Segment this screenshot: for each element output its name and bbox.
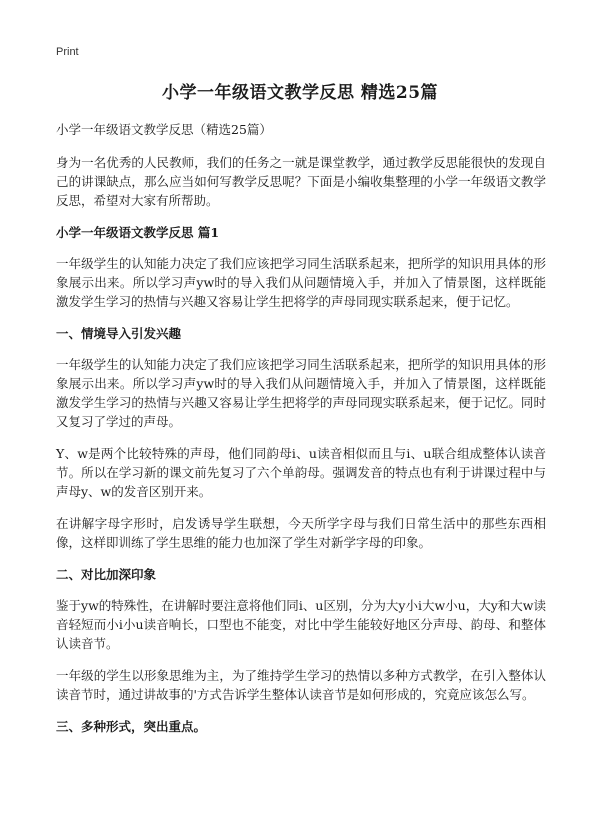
section-heading: 一、情境导入引发兴趣 [56, 326, 182, 341]
paragraph: 一年级的学生以形象思维为主，为了维持学生学习的热情以多种方式教学，在引入整体认读音节时，通过讲故事的'方式告诉学生整体认读音节是如何形成的，究竟应该怎么写。 [56, 668, 546, 702]
section-heading: 三、多种形式，突出重点。 [56, 719, 207, 734]
paragraph: 鉴于yw的特殊性，在讲解时要注意将他们同i、u区别，分为大y小i大w小u，大y和大w读音轻短而小i小u读音响长，口型也不能变，对比中学生能较好地区分声母、韵母、和整体认读音节。 [56, 598, 546, 651]
article-body [56, 120, 546, 748]
intro-paragraph: 身为一名优秀的人民教师，我们的任务之一就是课堂教学，通过教学反思能很快的发现自己的讲课缺点，那么应当如何写教学反思呢？下面是小编收集整理的小学一年级语文教学反思，希望对大家有所帮助。 [56, 155, 546, 208]
paragraph: Y、w是两个比较特殊的声母，他们同韵母i、u读音相似而且与i、u联合组成整体认读音节。所以在学习新的课文前先复习了六个单韵母。强调发音的特点也有利于讲课过程中与声母y、w的发音区别开来。 [56, 446, 546, 499]
paragraph: 一年级学生的认知能力决定了我们应该把学习同生活联系起来，把所学的知识用具体的形象展示出来。所以学习声yw时的导入我们从问题情境入手，并加入了情景图，这样既能激发学生学习的热情与兴趣又容易让学生把将学的声母同现实联系起来，便于记忆。 [56, 256, 546, 309]
page-title: 小学一年级语文教学反思 精选25篇 [161, 83, 439, 103]
section-heading: 小学一年级语文教学反思 篇1 [56, 225, 220, 240]
paragraph: 在讲解字母字形时，启发诱导学生联想，今天所学字母与我们日常生活中的那些东西相像，这样即训练了学生思维的能力也加深了学生对新学字母的印象。 [56, 516, 546, 550]
document-subtitle: 小学一年级语文教学反思（精选25篇） [56, 122, 272, 137]
paragraph: 一年级学生的认知能力决定了我们应该把学习同生活联系起来，把所学的知识用具体的形象展示出来。所以学习声yw时的导入我们从问题情境入手，并加入了情景图，这样既能激发学生学习的热情与兴趣又容易让学生把将学的声母同现实联系起来，便于记忆。同时又复习了学过的声母。 [56, 357, 546, 429]
print-link[interactable]: Print [56, 46, 79, 58]
section-heading: 二、对比加深印象 [56, 567, 157, 582]
